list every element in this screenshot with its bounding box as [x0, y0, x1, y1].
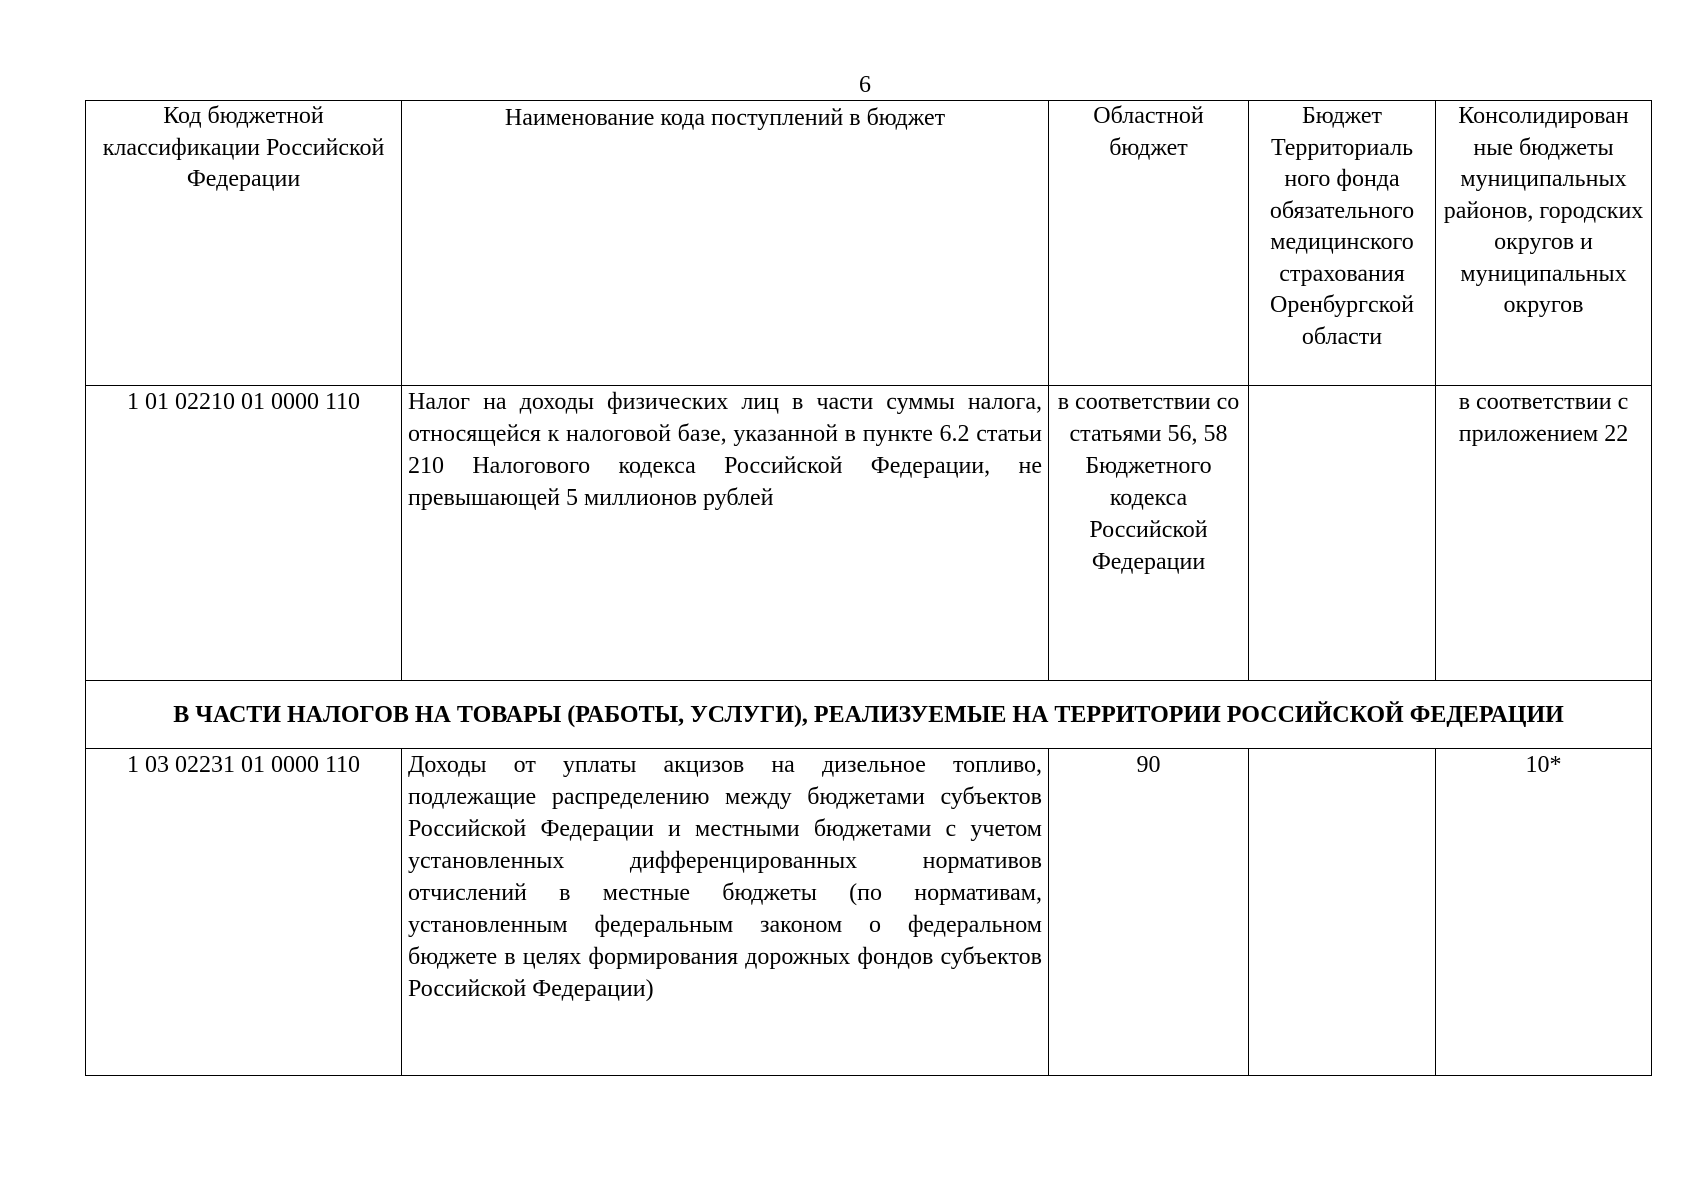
header-regional-budget: Областной бюджет: [1049, 101, 1249, 386]
page-number: 6: [859, 72, 871, 98]
cell-municipal: в соответствии с приложением 22: [1436, 386, 1652, 681]
cell-regional: в соответствии со статьями 56, 58 Бюджетного кодекса Российской Федерации: [1049, 386, 1249, 681]
table-row: [86, 749, 1652, 1076]
header-code: Код бюджетной классификации Российской Федерации: [86, 101, 402, 386]
section-title: В ЧАСТИ НАЛОГОВ НА ТОВАРЫ (РАБОТЫ, УСЛУГИ), РЕАЛИЗУЕМЫЕ НА ТЕРРИТОРИИ РОССИЙСКОЙ ФЕДЕРАЦИИ: [86, 681, 1652, 749]
cell-name: Налог на доходы физических лиц в части суммы налога, относящейся к налоговой базе, указанной в пункте 6.2 статьи 210 Налогового кодекса Российской Федерации, не превышающей 5 миллионов рублей: [402, 386, 1049, 681]
table-header-row: [86, 101, 1652, 386]
budget-revenue-table: [85, 100, 1652, 1076]
cell-code: 1 03 02231 01 0000 110: [86, 749, 402, 1076]
cell-code: 1 01 02210 01 0000 110: [86, 386, 402, 681]
cell-name: Доходы от уплаты акцизов на дизельное топливо, подлежащие распределению между бюджетами субъектов Российской Федерации и местными бюджетами с учетом установленных дифференцированных нормативов отчислений в местные бюджеты (по нормативам, установленным федеральным законом о федеральном бюджете в целях формирования дорожных фондов субъектов Российской Федерации): [402, 749, 1049, 1076]
table-row: [86, 386, 1652, 681]
header-municipal-budgets: Консолидирован ные бюджеты муниципальных районов, городских округов и муниципальных округов: [1436, 101, 1652, 386]
cell-regional: 90: [1049, 749, 1249, 1076]
section-header-row: [86, 681, 1652, 749]
cell-tfoms: [1249, 749, 1436, 1076]
cell-tfoms: [1249, 386, 1436, 681]
header-name: Наименование кода поступлений в бюджет: [402, 101, 1049, 386]
cell-municipal: 10*: [1436, 749, 1652, 1076]
header-tfoms-budget: Бюджет Территориаль ного фонда обязательного медицинского страхования Оренбургской области: [1249, 101, 1436, 386]
